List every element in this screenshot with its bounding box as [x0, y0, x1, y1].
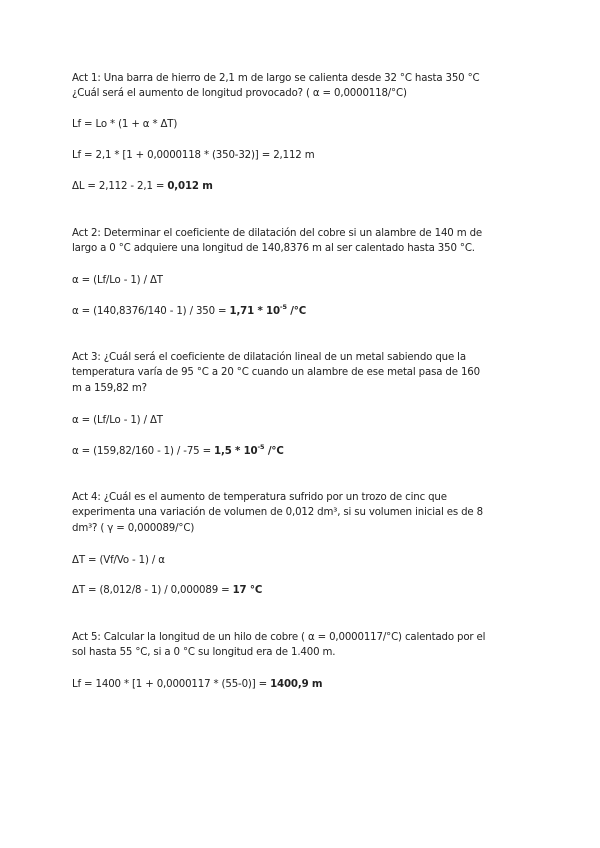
- act3-answer-result-exponent: -5: [257, 442, 265, 451]
- act1-question-line2: ¿Cuál será el aumento de longitud provocado? ( α = 0,0000118/°C): [72, 88, 407, 99]
- act3-answer-line: [72, 444, 284, 459]
- act5-question-line1: Act 5: Calcular la longitud de un hilo de cobre ( α = 0,0000117/°C) calentado por el: [72, 632, 486, 643]
- act4-answer-line: [72, 583, 262, 598]
- act3-question-line1: Act 3: ¿Cuál será el coeficiente de dilatación lineal de un metal sabiendo que la: [72, 352, 466, 363]
- act5-question-line2: sol hasta 55 °C, si a 0 °C su longitud era de 1.400 m.: [72, 647, 336, 658]
- act1-formula: Lf = Lo * (1 + α * ΔT): [72, 119, 178, 130]
- act4-formula: ΔT = (Vf/Vo - 1) / α: [72, 555, 165, 566]
- act3-answer-result-base: 1,5 * 10: [214, 446, 258, 457]
- act1-answer-expression: ΔL = 2,112 - 2,1 =: [72, 181, 168, 192]
- act4-answer-expression: ΔT = (8,012/8 - 1) / 0,000089 =: [72, 585, 233, 596]
- act4-answer-result: 17 °C: [232, 585, 263, 596]
- act3-question-line3: m a 159,82 m?: [72, 383, 147, 394]
- act2-answer-result-exponent: -5: [279, 302, 287, 311]
- act1-question-line1: Act 1: Una barra de hierro de 2,1 m de largo se calienta desde 32 °C hasta 350 °C: [72, 73, 480, 84]
- act2-answer-result-base: 1,71 * 10: [229, 306, 280, 317]
- act4-question-line2: experimenta una variación de volumen de 0,012 dm³, si su volumen inicial es de 8: [72, 507, 483, 518]
- act5-answer-result: 1400,9 m: [270, 679, 323, 690]
- act3-question-line2: temperatura varía de 95 °C a 20 °C cuando un alambre de ese metal pasa de 160: [72, 367, 480, 378]
- act1-answer-result: 0,012 m: [167, 181, 213, 192]
- act3-formula: α = (Lf/Lo - 1) / ΔT: [72, 415, 163, 426]
- act1-calculation: Lf = 2,1 * [1 + 0,0000118 * (350-32)] = 2,112 m: [72, 150, 315, 161]
- act2-formula: α = (Lf/Lo - 1) / ΔT: [72, 275, 163, 286]
- act5-answer-line: [72, 677, 322, 692]
- act2-answer-line: [72, 304, 306, 319]
- act2-answer-result-unit: /°C: [286, 306, 307, 317]
- act2-question-line2: largo a 0 °C adquiere una longitud de 140,8376 m al ser calentado hasta 350 °C.: [72, 243, 475, 254]
- act4-question-line1: Act 4: ¿Cuál es el aumento de temperatura sufrido por un trozo de cinc que: [72, 492, 447, 503]
- act4-question-line3: dm³? ( γ = 0,000089/°C): [72, 523, 195, 534]
- act2-answer-expression: α = (140,8376/140 - 1) / 350 =: [72, 306, 230, 317]
- act3-answer-expression: α = (159,82/160 - 1) / -75 =: [72, 446, 215, 457]
- act5-answer-expression: Lf = 1400 * [1 + 0,0000117 * (55-0)] =: [72, 679, 271, 690]
- act3-answer-result-unit: /°C: [264, 446, 284, 457]
- act1-answer-line: [72, 179, 213, 194]
- act2-question-line1: Act 2: Determinar el coeficiente de dilatación del cobre si un alambre de 140 m de: [72, 228, 483, 239]
